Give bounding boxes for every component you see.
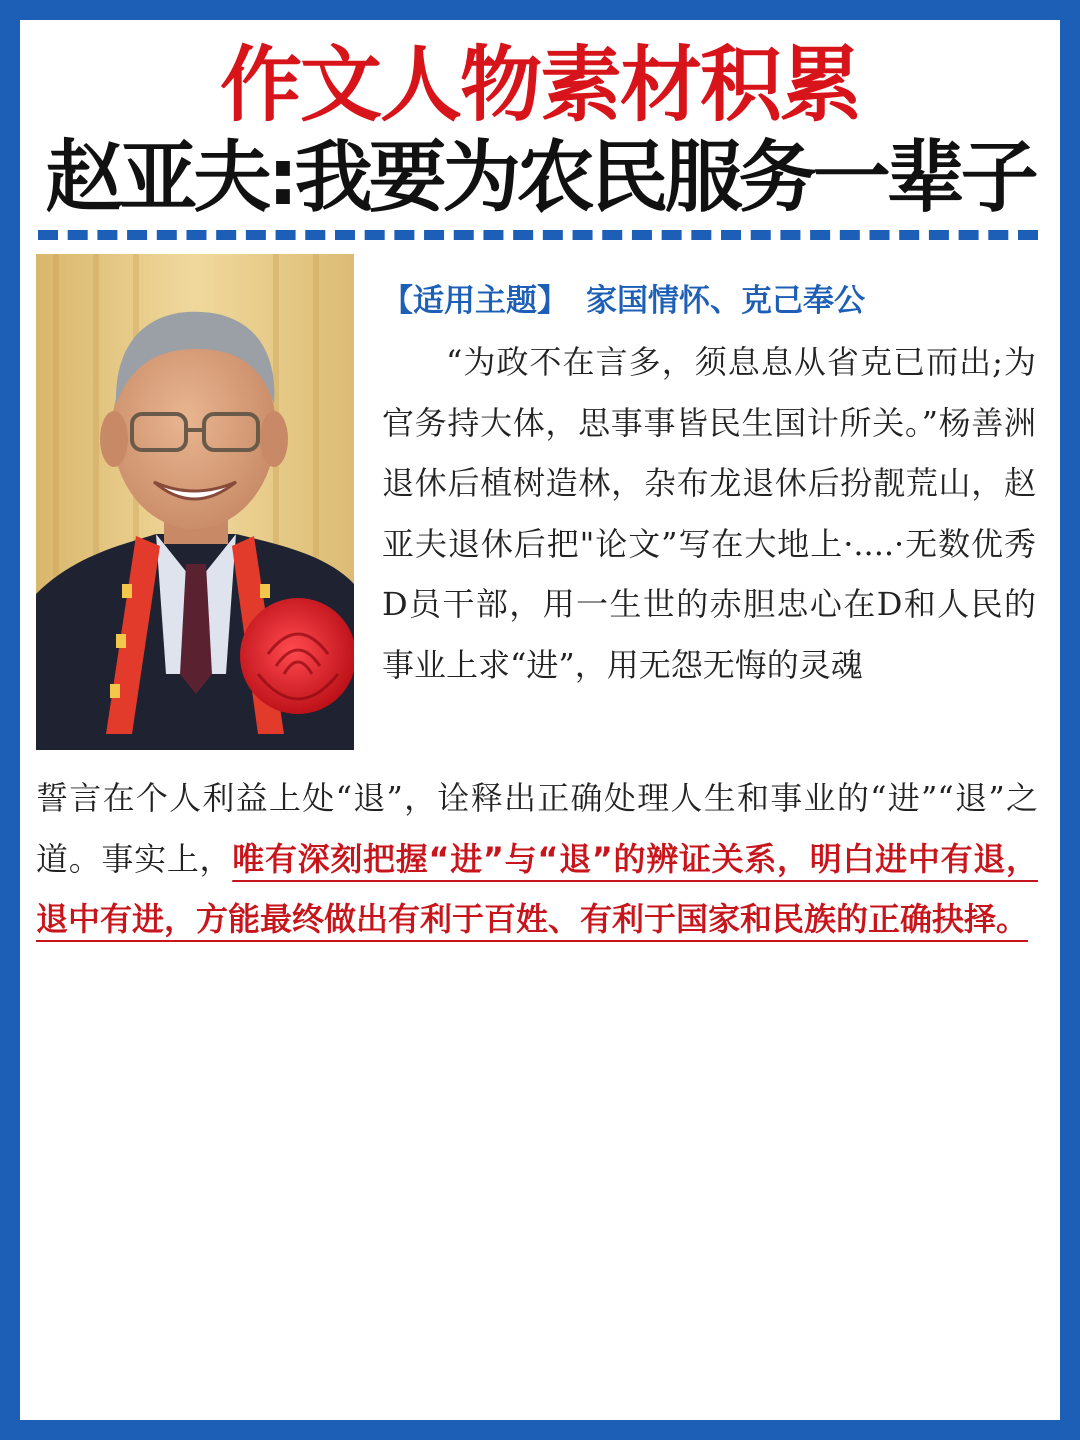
theme-label: 【适用主题】 xyxy=(382,283,568,319)
highlight-text: 唯有深刻把握“进”与“退”的辨证关系，明白进中有退，退中有进，方能最终做出有利于百姓、有利于国家和民族的正确抉择。 xyxy=(36,839,1038,938)
theme-value: 家国情怀、克己奉公 xyxy=(586,283,865,319)
portrait-photo xyxy=(36,254,354,750)
quote-paragraph: “为政不在言多，须息息从省克已而出;为官务持大体，思事事皆民生国计所关。”杨善洲退休后植树造林，杂布龙退休后扮靓荒山，赵亚夫退休后把"论文”写在大地上·....·无数优秀D员干部，用一生世的赤胆忠心在D和人民的事业上求“进”，用无怨无悔的灵魂 xyxy=(382,343,1036,684)
body-paragraph-full xyxy=(36,768,1038,950)
title-line-2: 赵亚夫:我要为农民服务一辈子 xyxy=(45,133,1035,223)
theme-line xyxy=(382,276,1042,326)
dashed-divider xyxy=(38,230,1038,240)
continued-text: 誓言在个人利益上处“退”，诠释出正确处理人生和事业的“进”“退”之道。事实上， xyxy=(36,779,1038,878)
page-card xyxy=(20,20,1060,1420)
portrait-icon xyxy=(36,254,354,750)
title-line-1: 作文人物素材积累 xyxy=(219,38,860,133)
continued-paragraph xyxy=(36,768,1038,950)
body-paragraph-wrapped xyxy=(382,332,1036,695)
